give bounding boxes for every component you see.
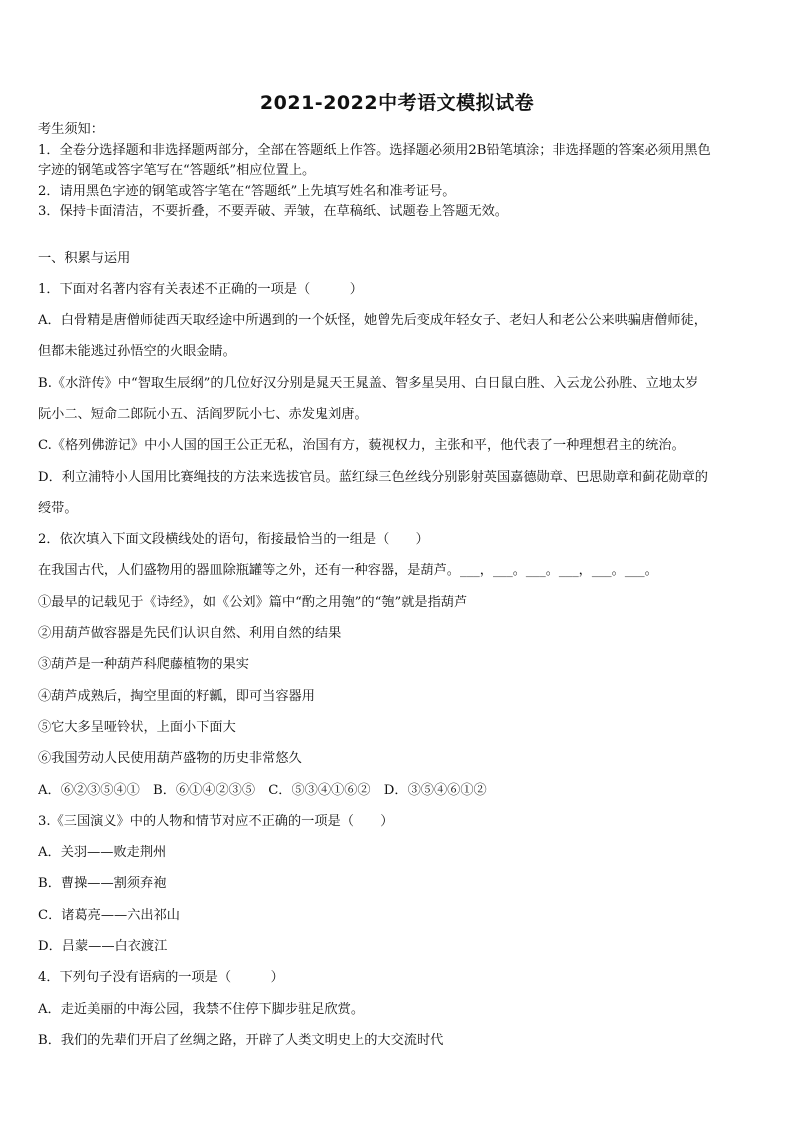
question-1-option-d-cont: 绶带。	[38, 500, 78, 516]
exam-title: 2021-2022中考语文模拟试卷	[259, 92, 535, 114]
instruction-line: 3．保持卡面清洁，不要折叠，不要弄破、弄皱，在草稿纸、试题卷上答题无效。	[38, 204, 508, 219]
instruction-line: 2．请用黑色字迹的钢笔或答字笔在“答题纸”上先填写姓名和准考证号。	[38, 183, 456, 199]
question-2-item: ①最早的记载见于《诗经》，如《公刘》篇中“酌之用匏”的“匏”就是指葫芦	[38, 594, 468, 610]
question-1-stem: 1．下面对名著内容有关表述不正确的一项是（ ）	[38, 281, 363, 297]
question-2-item: ⑥我国劳动人民使用葫芦盛物的历史非常悠久	[38, 751, 302, 767]
question-1-option-c: C.《格列佛游记》中小人国的国王公正无私，治国有方，藐视权力，主张和平，他代表了一种理想君主的统治。	[38, 438, 685, 454]
question-3-option-c: C．诸葛亮——六出祁山	[38, 907, 180, 923]
question-3-stem: 3.《三国演义》中的人物和情节对应不正确的一项是（ ）	[38, 813, 394, 829]
question-1-option-b-cont: 阮小二、短命二郎阮小五、活阎罗阮小七、赤发鬼刘唐。	[38, 406, 368, 422]
instruction-line: 字迹的钢笔或答字笔写在“答题纸”相应位置上。	[38, 163, 316, 178]
question-1-option-d: D．利立浦特小人国用比赛绳技的方法来选拔官员。蓝红绿三色丝线分别影射英国嘉德勋章、巴思勋章和蓟花勋章的	[38, 469, 708, 485]
question-1-option-b: B.《水浒传》中“智取生辰纲”的几位好汉分别是晁天王晁盖、智多星吴用、白日鼠白胜、入云龙公孙胜、立地太岁	[38, 375, 699, 391]
spacer	[38, 223, 758, 243]
exam-content	[38, 120, 758, 1056]
question-2-item: ⑤它大多呈哑铃状，上面小下面大	[38, 719, 236, 735]
question-4-option-a: A．走近美丽的中海公园，我禁不住停下脚步驻足欣赏。	[38, 1001, 365, 1017]
question-3-option-d: D．吕蒙——白衣渡江	[38, 939, 168, 955]
question-2-options: A．⑥②③⑤④① B．⑥①④②③⑤ C．⑤③④①⑥② D．③⑤④⑥①②	[38, 782, 487, 798]
question-2-item: ②用葫芦做容器是先民们认识自然、利用自然的结果	[38, 626, 342, 642]
question-2-stem: 2．依次填入下面文段横线处的语句，衔接最恰当的一组是（ ）	[38, 532, 429, 548]
question-2-passage: 在我国古代，人们盛物用的器皿除瓶罐等之外，还有一种容器，是葫芦。___，___。___。___，___。___。	[38, 563, 658, 579]
question-3-option-a: A．关羽——败走荆州	[38, 845, 167, 861]
question-1-option-a-cont: 但都未能逃过孙悟空的火眼金睛。	[38, 344, 236, 360]
question-4-stem: 4．下列句子没有语病的一项是（ ）	[38, 970, 284, 986]
question-2-item: ④葫芦成熟后，掏空里面的籽瓤，即可当容器用	[38, 688, 315, 704]
instructions-heading: 考生须知：	[38, 122, 104, 137]
question-1-option-a: A．白骨精是唐僧师徒西天取经途中所遇到的一个妖怪，她曾先后变成年轻女子、老妇人和老公公来哄骗唐僧师徒，	[38, 313, 707, 329]
question-2-item: ③葫芦是一种葫芦科爬藤植物的果实	[38, 657, 249, 673]
section-heading: 一、积累与运用	[38, 250, 131, 266]
instruction-line: 1．全卷分选择题和非选择题两部分，全部在答题纸上作答。选择题必须用2B铅笔填涂；非选择题的答案必须用黑色	[38, 142, 711, 158]
question-4-option-b: B．我们的先辈们开启了丝绸之路，开辟了人类文明史上的大交流时代	[38, 1032, 444, 1048]
question-3-option-b: B．曹操——割须弃袍	[38, 876, 167, 892]
